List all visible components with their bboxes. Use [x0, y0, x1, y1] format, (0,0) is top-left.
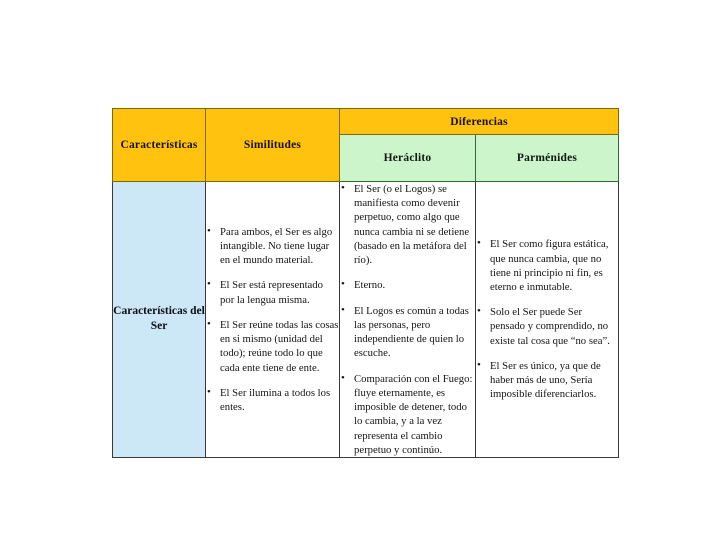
header-cell-parmenides: Parménides [476, 135, 619, 182]
header-cell-caracteristicas: Características [113, 109, 206, 182]
bullet-item: • El Ser está representado por la lengua misma. [206, 278, 339, 306]
bullet-item: • El Ser reúne todas las cosas en si mismo (unidad del todo); reúne todo lo que cada ente tiene de ente. [206, 318, 339, 375]
cell-heraclito [340, 182, 476, 458]
bullet-item: • Comparación con el Fuego: fluye eternamente, es imposible de detener, todo lo cambia, y a la vez representa el cambio perpetuo y continúo. [340, 372, 475, 457]
table-header-row-primary [113, 109, 619, 135]
bullet-item: • El Ser es único, ya que de haber más de uno, Sería imposible diferenciarlos. [476, 359, 618, 402]
cell-parmenides [476, 182, 619, 458]
header-cell-heraclito: Heráclito [340, 135, 476, 182]
comparison-table [112, 108, 619, 458]
bullet-item: • El Ser (o el Logos) se manifiesta como devenir perpetuo, como algo que nunca cambia ni se detiene (basado en la metáfora del río). [340, 182, 475, 267]
bullet-item: • Eterno. [340, 278, 475, 292]
bullet-list-parmenides [476, 237, 618, 401]
bullet-item: • Solo el Ser puede Ser pensado y comprendido, no existe tal cosa que “no sea”. [476, 305, 618, 348]
cell-similitudes [206, 182, 340, 458]
header-cell-similitudes: Similitudes [206, 109, 340, 182]
bullet-item: • Para ambos, el Ser es algo intangible. No tiene lugar en el mundo material. [206, 225, 339, 268]
bullet-list-heraclito [340, 182, 475, 457]
header-cell-diferencias: Diferencias [340, 109, 619, 135]
bullet-list-similitudes [206, 225, 339, 415]
table-row [113, 182, 619, 458]
bullet-item: • El Logos es común a todas las personas, pero independiente de quien lo escuche. [340, 304, 475, 361]
bullet-item: • El Ser como figura estática, que nunca cambia, que no tiene ni principio ni fin, es eterno e inmutable. [476, 237, 618, 294]
bullet-item: • El Ser ilumina a todos los entes. [206, 386, 339, 414]
row-label-caracteristicas-del-ser: Características del Ser [113, 182, 206, 458]
